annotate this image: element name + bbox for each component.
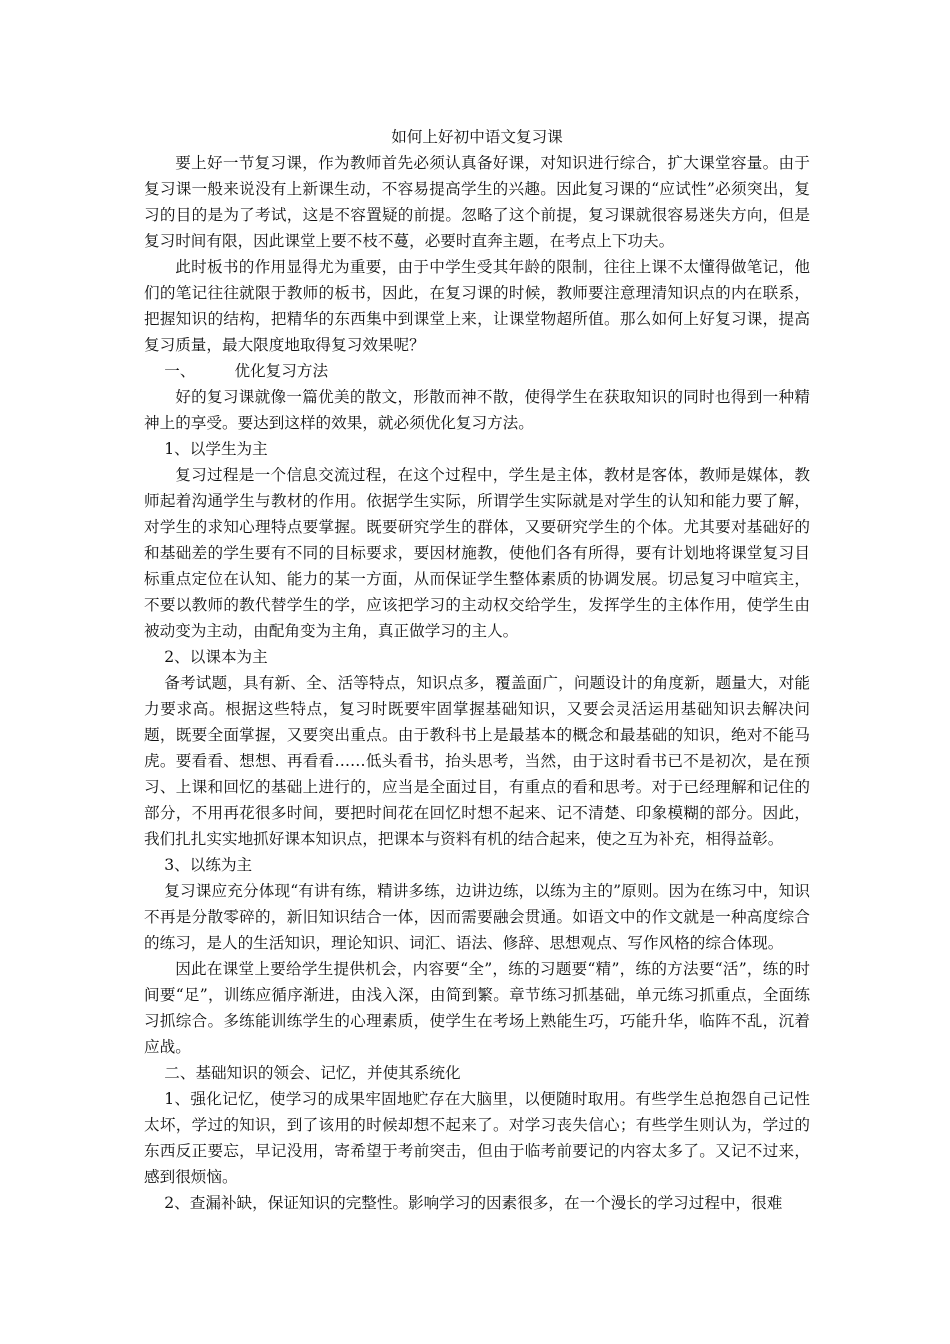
paragraph-students: 复习过程是一个信息交流过程，在这个过程中，学生是主体，教材是客体，教师是媒体，教师起着沟通学生与教材的作用。依据学生实际，所谓学生实际就是对学生的认知和能力要了解，对学生的求知心理特点要掌握。既要研究学生的群体，又要研究学生的个体。尤其要对基础好的和基础差的学生要有不同的目标要求，要因材施教，使他们各有所得，要有计划地将课堂复习目标重点定位在认知、能力的某一方面，从而保证学生整体素质的协调发展。切忌复习中喧宾主，不要以教师的教代替学生的学，应该把学习的主动权交给学生，发挥学生的主体作用，使学生由被动变为主动，由配角变为主角，真正做学习的主人。: [144, 466, 810, 640]
paragraph-textbook: 备考试题，具有新、全、活等特点，知识点多，覆盖面广，问题设计的角度新，题量大，对能力要求高。根据这些特点，复习时既要牢固掌握基础知识，又要会灵活运用基础知识去解决问题，既要全面掌握，又要突出重点。由于教科书上是最基本的概念和最基础的知识，绝对不能马虎。要看看、想想、再看看……低头看书，抬头思考，当然，由于这时看书已不是初次，是在预习、上课和回忆的基础上进行的，应当是全面过目，有重点的看和思考。对于已经理解和记住的部分，不用再花很多时间，要把时间花在回忆时想不起来、记不清楚、印象模糊的部分。因此，我们扎扎实实地抓好课本知识点，把课本与资料有机的结合起来，使之互为补充，相得益彰。: [144, 674, 810, 848]
paragraph-gaps: 2、查漏补缺，保证知识的完整性。影响学习的因素很多，在一个漫长的学习过程中，很难: [164, 1194, 783, 1212]
section-heading-2: 二、基础知识的领会、记忆，并使其系统化: [164, 1064, 461, 1082]
paragraph-practice: 复习课应充分体现“有讲有练，精讲多练，边讲边练，以练为主的”原则。因为在练习中，知识不再是分散零碎的，新旧知识结合一体，因而需要融会贯通。如语文中的作文就是一种高度综合的练习，是人的生活知识，理论知识、词汇、语法、修辞、思想观点、写作风格的综合体现。: [144, 882, 810, 952]
document-page: [144, 124, 810, 1216]
section-heading-1-number: 一、: [164, 362, 196, 380]
paragraph-practice-detail: 因此在课堂上要给学生提供机会，内容要“全”，练的习题要“精”，练的方法要“活”，练的时间要“足”，训练应循序渐进，由浅入深，由简到繁。章节练习抓基础，单元练习抓重点，全面练习抓综合。多练能训练学生的心理素质，使学生在考场上熟能生巧，巧能升华，临阵不乱，沉着应战。: [144, 960, 810, 1056]
document-title: 如何上好初中语文复习课: [391, 128, 563, 146]
section-heading-1: [144, 358, 810, 384]
subheading-students: 1、以学生为主: [164, 440, 268, 458]
subheading-practice: 3、以练为主: [164, 856, 253, 874]
section-heading-1-text: 优化复习方法: [234, 362, 329, 380]
paragraph-intro: 要上好一节复习课，作为教师首先必须认真备好课，对知识进行综合，扩大课堂容量。由于复习课一般来说没有上新课生动，不容易提高学生的兴趣。因此复习课的“应试性”必须突出，复习的目的是为了考试，这是不容置疑的前提。忽略了这个前提，复习课就很容易迷失方向，但是复习时间有限，因此课堂上要不枝不蔓，必要时直奔主题，在考点上下功夫。: [144, 154, 810, 250]
paragraph-blackboard: 此时板书的作用显得尤为重要，由于中学生受其年龄的限制，往往上课不太懂得做笔记，他们的笔记往往就限于教师的板书，因此，在复习课的时候，教师要注意理清知识点的内在联系，把握知识的结构，把精华的东西集中到课堂上来，让课堂物超所值。那么如何上好复习课，提高复习质量，最大限度地取得复习效果呢？: [144, 258, 810, 354]
subheading-textbook: 2、以课本为主: [164, 648, 268, 666]
paragraph-method-intro: 好的复习课就像一篇优美的散文，形散而神不散，使得学生在获取知识的同时也得到一种精神上的享受。要达到这样的效果，就必须优化复习方法。: [144, 388, 810, 432]
paragraph-memory: 1、强化记忆，使学习的成果牢固地贮存在大脑里，以便随时取用。有些学生总抱怨自己记性太坏，学过的知识，到了该用的时候却想不起来了。对学习丧失信心；有些学生则认为，学过的东西反正要忘，早记没用，寄希望于考前突击，但由于临考前要记的内容太多了。又记不过来，感到很烦恼。: [144, 1090, 810, 1186]
